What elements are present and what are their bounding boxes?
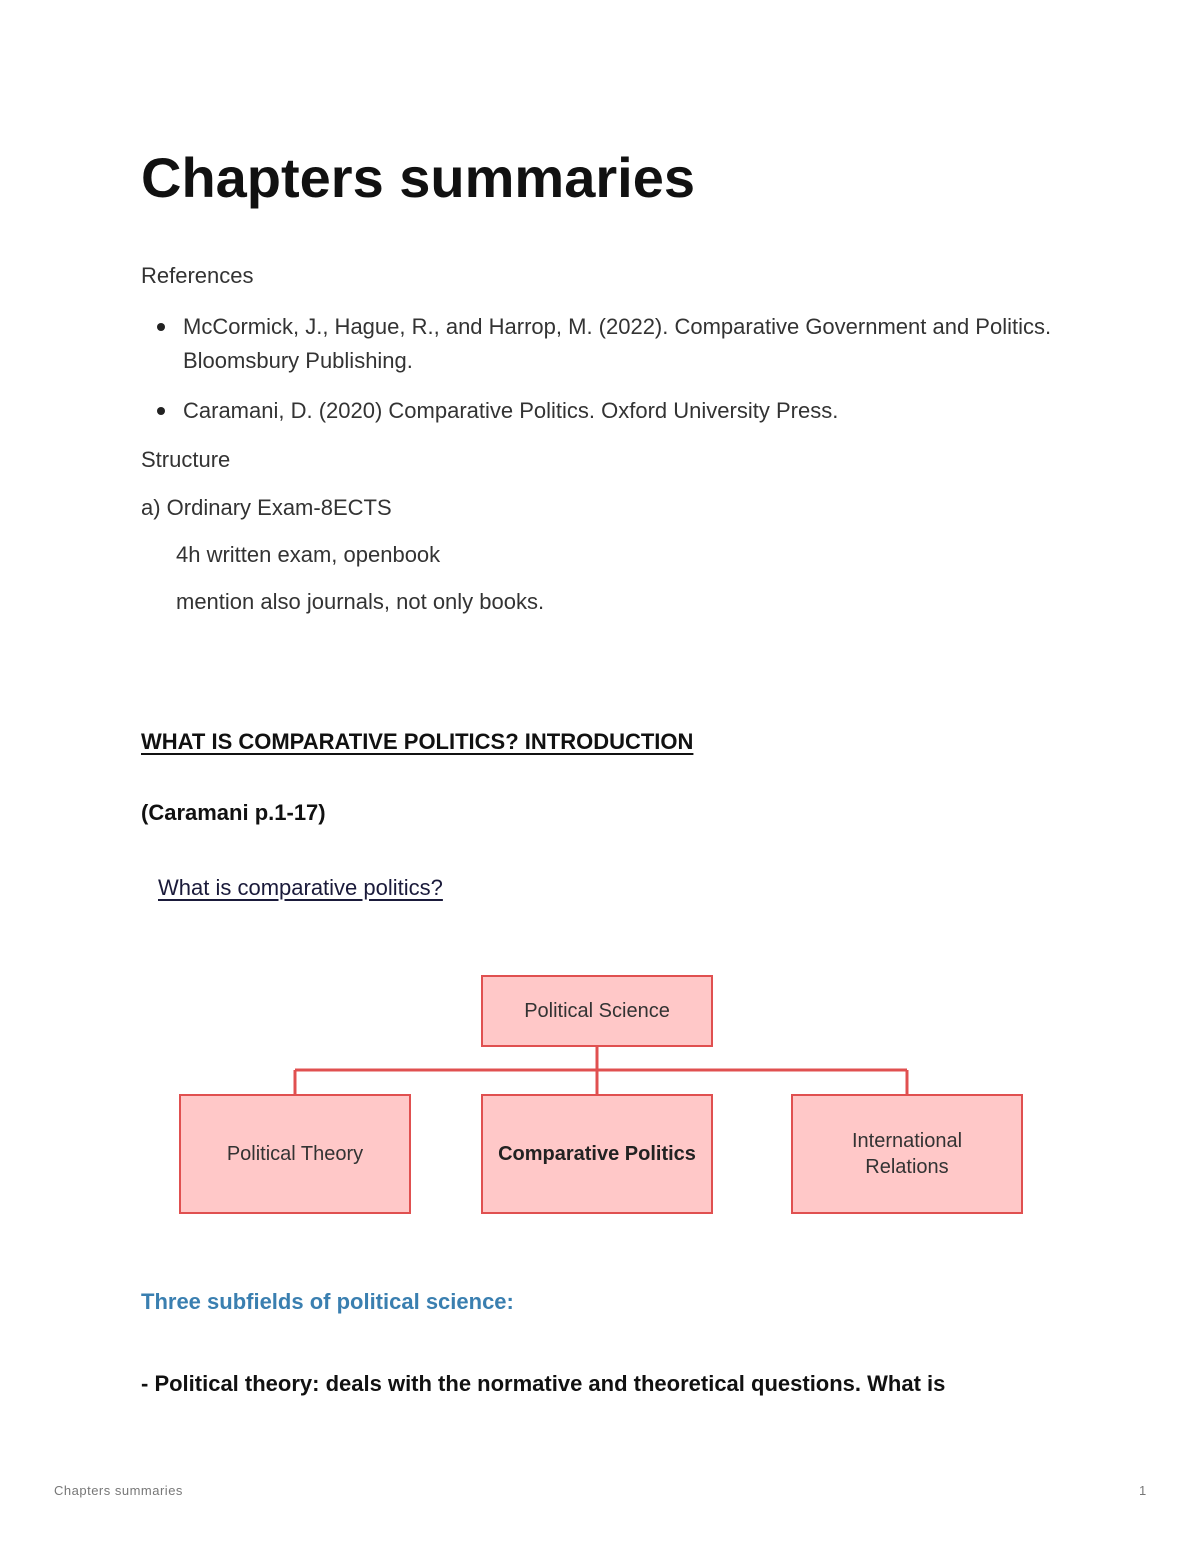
diagram-node-root: Political Science: [481, 975, 713, 1047]
subsection-heading: What is comparative politics?: [158, 875, 443, 900]
diagram-node-comparative-politics: Comparative Politics: [481, 1094, 713, 1214]
exam-note: mention also journals, not only books.: [176, 589, 545, 614]
diagram-node-international-relations: International Relations: [791, 1094, 1023, 1214]
subfields-heading: Three subfields of political science:: [141, 1289, 514, 1314]
exam-format: 4h written exam, openbook: [176, 542, 441, 567]
subfields-text: - Political theory: deals with the normative and theoretical questions. What is: [141, 1371, 946, 1396]
page-title: Chapters summaries: [141, 146, 696, 209]
exam-label: a) Ordinary Exam-8ECTS: [141, 495, 392, 520]
reference-text: McCormick, J., Hague, R., and Harrop, M. (2022). Comparative Government and Politics. Bloomsbury Publishing.: [183, 314, 1052, 373]
references-label: References: [141, 263, 254, 288]
footer-doc-name: Chapters summaries: [54, 1483, 183, 1498]
diagram-node-political-theory: Political Theory: [179, 1094, 411, 1214]
section-source: (Caramani p.1-17): [141, 800, 326, 825]
page-number: 1: [1139, 1483, 1147, 1498]
reference-text: Caramani, D. (2020) Comparative Politics. Oxford University Press.: [183, 398, 839, 423]
structure-label: Structure: [141, 447, 231, 472]
section-heading: WHAT IS COMPARATIVE POLITICS? INTRODUCTION: [141, 729, 694, 754]
